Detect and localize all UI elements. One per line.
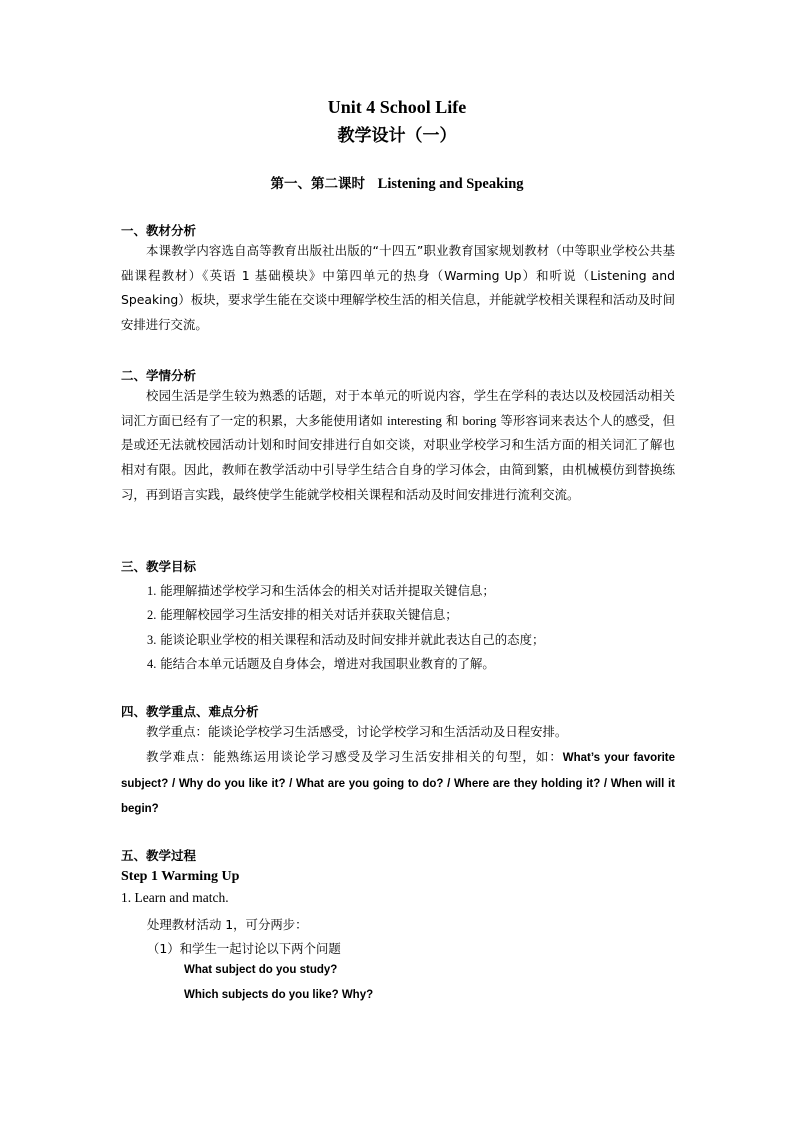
student-analysis-paragraph (121, 384, 675, 508)
difficult-points-cn: 教学难点：能熟练运用谈论学习感受及学习生活安排相关的句型，如： (146, 749, 563, 764)
objective-text: 能谈论职业学校的相关课程和活动及时间安排并就此表达自己的态度； (160, 632, 545, 647)
objective-text: 能理解描述学校学习和生活体会的相关对话并提取关键信息； (160, 583, 495, 598)
section-heading-student-analysis: 二、学情分析 (121, 368, 197, 383)
objective-text: 能理解校园学习生活安排的相关对话并获取关键信息； (160, 607, 458, 622)
word-boring: boring (462, 412, 497, 428)
word-interesting: interesting (387, 412, 442, 428)
objective-item (147, 630, 544, 648)
objective-number: 4. (147, 657, 157, 671)
discussion-question: Which subjects do you like? Why? (184, 989, 374, 1001)
document-title-en: Unit 4 School Life (327, 97, 467, 117)
difficult-points-en: What’s your favorite subject? / Why do you like it? / What are you going to do? / Where are they holding it? / When will it begin? (121, 752, 676, 815)
objective-number: 3. (147, 633, 157, 647)
textbook-analysis-paragraph: 本课教学内容选自高等教育出版社出版的“十四五”职业教育国家规划教材（中等职业学校公共基础课程教材）《英语 1 基础模块》中第四单元的热身（Warming Up）和听说（Listening and Speaking）板块，要求学生能在交谈中理解学校生活的相关信息，并能就学校相关课程和活动及时间安排进行交流。 (121, 243, 675, 333)
lesson-title (0, 172, 794, 193)
section-heading-key-difficult-points: 四、教学重点、难点分析 (121, 704, 259, 719)
objective-item (147, 605, 458, 623)
lesson-title-cn: 第一、第二课时 (270, 176, 365, 192)
objective-item (147, 581, 495, 599)
document-title-cn: 教学设计（一） (337, 126, 457, 146)
section-heading-teaching-objectives: 三、教学目标 (121, 559, 197, 574)
key-points-paragraph: 教学重点：能谈论学校学习生活感受，讨论学校学习和生活活动及日程安排。 (146, 724, 568, 739)
section-heading-teaching-process: 五、教学过程 (121, 848, 197, 863)
difficult-points-paragraph (121, 745, 675, 822)
student-analysis-text-c: 等形容词来表达个人的感受，但是或还无法就校园活动计划和时间安排进行自如交谈，对职业学校学习和生活方面的相关词汇了解也相对有限。因此，教师在教学活动中引导学生结合自身的学习体会，由简到繁，由机械模仿到替换练习，再到语言实践，最终使学生能就学校相关课程和活动及时间安排进行流利交流。 (121, 412, 675, 502)
objective-number: 1. (147, 584, 157, 598)
activity-instruction: 处理教材活动 1，可分两步： (147, 917, 308, 932)
section-heading-textbook-analysis: 一、教材分析 (121, 223, 197, 238)
lesson-title-en: Listening and Speaking (377, 176, 524, 192)
student-analysis-text-a: 校园生活是学生较为熟悉的话题，对于本单元的听说内容，学生在学科的表达以及校园活动相关词汇方面已经有了一定的积累，大多能使用诸如 (121, 388, 675, 428)
activity-substep: （1）和学生一起讨论以下两个问题 (147, 941, 341, 956)
step-heading: Step 1 Warming Up (121, 869, 240, 884)
objective-item (147, 654, 495, 672)
activity-title: 1. Learn and match. (121, 890, 229, 905)
discussion-question: What subject do you study? (184, 964, 338, 976)
objective-number: 2. (147, 608, 157, 622)
student-analysis-text-b: 和 (441, 412, 463, 428)
objective-text: 能结合本单元话题及自身体会，增进对我国职业教育的了解。 (160, 656, 495, 671)
